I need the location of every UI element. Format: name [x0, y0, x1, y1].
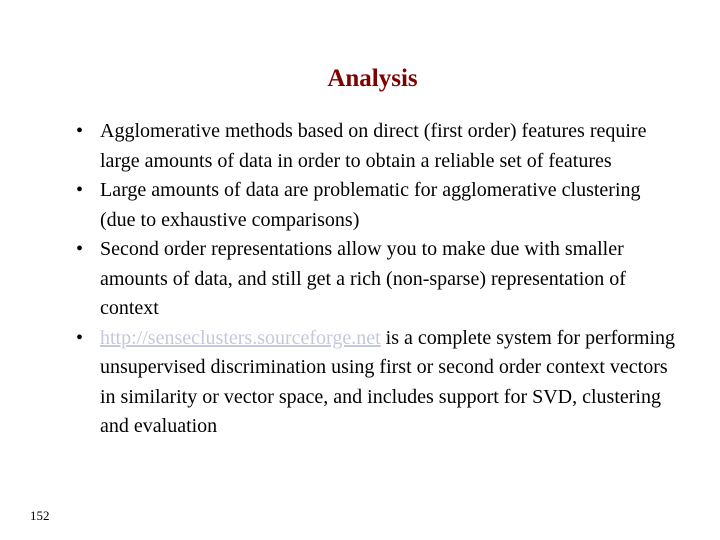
slide-title: Analysis [327, 65, 418, 92]
bullet-item-1 [76, 117, 676, 176]
bullet-text: Second order representations allow you to make due with smaller amounts of data, and still get a rich (non-sparse) representation of context [100, 238, 626, 319]
bullet-glyph: • [76, 120, 84, 142]
bullet-text: Agglomerative methods based on direct (first order) features require large amounts of data in order to obtain a reliable set of features [100, 120, 647, 172]
bullet-glyph: • [76, 238, 84, 260]
bullet-item-2 [76, 176, 676, 235]
bullet-text: is a complete system for performing unsupervised discrimination using first or second order context vectors in similarity or vector space, and includes support for SVD, clustering and evaluation [100, 326, 676, 437]
bullet-list [76, 117, 676, 442]
bullet-item-4 [76, 324, 676, 442]
bullet-glyph: • [76, 179, 84, 201]
bullet-glyph: • [76, 326, 84, 349]
bullet-text: Large amounts of data are problematic for agglomerative clustering (due to exhaustive comparisons) [100, 179, 641, 231]
senseclusters-link[interactable]: http://senseclusters.sourceforge.net [100, 326, 381, 349]
page-number: 152 [30, 508, 50, 523]
bullet-item-3 [76, 235, 676, 324]
